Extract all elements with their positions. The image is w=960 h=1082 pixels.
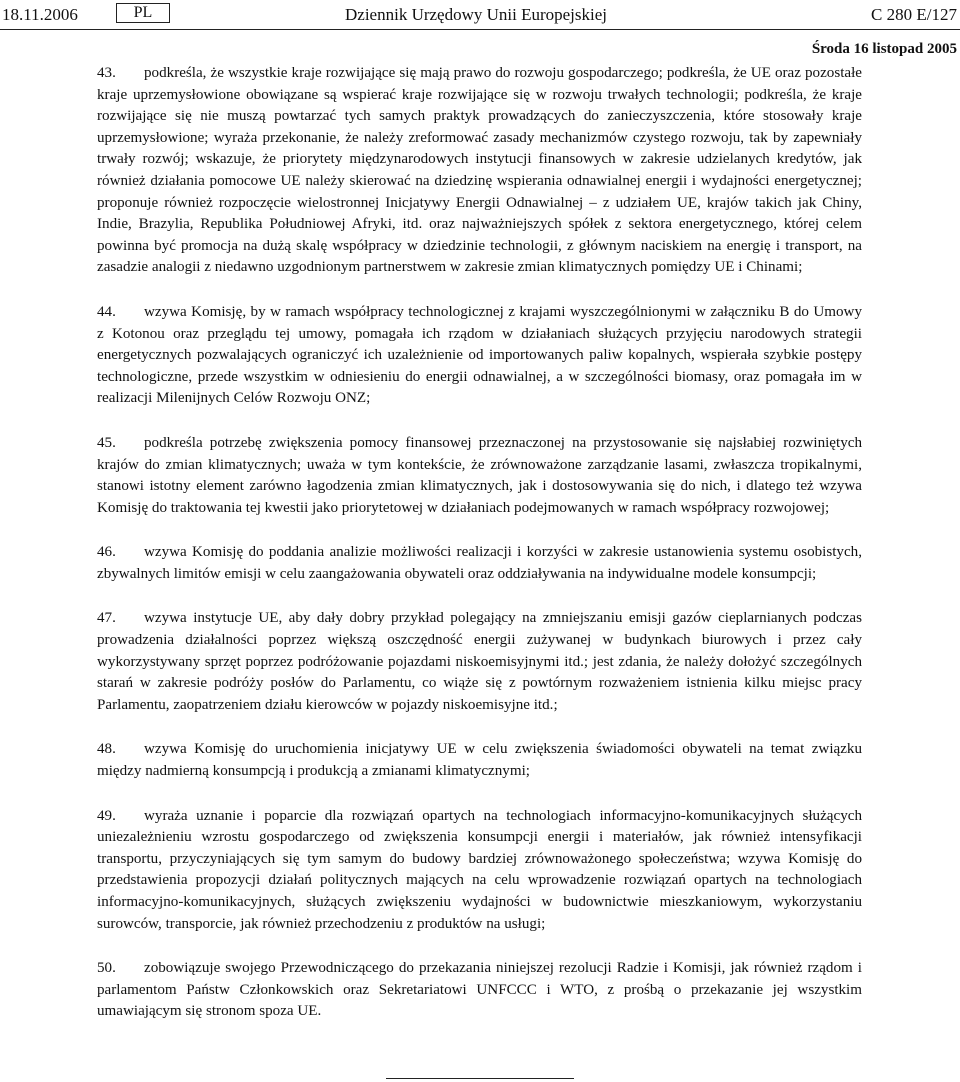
paragraph-number: 44. [97, 303, 116, 320]
paragraph-46 [97, 542, 862, 585]
paragraph-43 [97, 63, 862, 279]
paragraph-text: wzywa Komisję do uruchomienia inicjatywy UE w celu zwiększenia świadomości obywateli na temat związku między nadmierną konsumpcją i produkcją a zmianami klimatycznymi; [97, 741, 862, 780]
end-divider [386, 1078, 574, 1079]
paragraph-50 [97, 958, 862, 1023]
paragraph-number: 45. [97, 434, 116, 451]
language-badge: PL [116, 3, 170, 23]
paragraph-number: 49. [97, 807, 116, 824]
paragraph-47 [97, 608, 862, 716]
header-date: 18.11.2006 [2, 5, 78, 24]
paragraph-number: 47. [97, 610, 116, 627]
journal-reference: C 280 E/127 [871, 5, 957, 24]
paragraph-text: wyraża uznanie i poparcie dla rozwiązań opartych na technologiach informacyjno-komunikacyjnych służących uniezależnieniu wzrostu gospodarczego od zwiększenia konsumpcji energii i materiałów, jak również intensyfikacji transportu, przyczyniających się tym samym do budowy bardziej zrównoważonego społeczeństwa; wzywa Komisję do przedstawienia propozycji działań politycznych mających na celu wprowadzenie rozwiązań opartych na technologiach informacyjno-komunikacyjnych, służących zwiększeniu wydajności w budownictwie mieszkaniowym, wykorzystaniu surowców, transporcie, jak również przechodzeniu z produktów na usługi; [97, 807, 862, 932]
paragraph-text: podkreśla, że wszystkie kraje rozwijające się mają prawo do rozwoju gospodarczego; podkreśla, że UE oraz pozostałe kraje uprzemysłowione obowiązane są wspierać kraje rozwijające się w rozwoju trwałych technologii; podkreśla, że kraje rozwijające się nie muszą powtarzać tych samych praktyk prowadzących do zanieczyszczenia, które stosowały kraje uprzemysłowione; wyraża przekonanie, że należy zreformować zasady mechanizmów czystego rozwoju, tak by zapewniały trwały rozwój; wskazuje, że priorytety międzynarodowych instytucji finansowych w zakresie udzielanych kredytów, jak również działania pomocowe UE należy skierować na dziedzinę wspierania odnawialnej energii i wydajności energetycznej; proponuje również rozpoczęcie wielostronnej Inicjatywy Energii Odnawialnej – z udziałem UE, krajów takich jak Chiny, Indie, Brazylia, Republika Południowej Afryki, itd. oraz najważniejszych spółek z sektora energetycznego, której celem powinna być promocja na dużą skalę współpracy w dziedzinie technologii, z głównym naciskiem na energię i transport, na zasadzie analogii z niedawno uzgodnionym partnerstwem w zakresie zmian klimatycznych pomiędzy UE i Chinami; [97, 65, 862, 276]
paragraph-44 [97, 302, 862, 410]
paragraph-number: 50. [97, 960, 116, 977]
sitting-date: Środa 16 listopad 2005 [811, 41, 957, 57]
paragraph-text: podkreśla potrzebę zwiększenia pomocy finansowej przeznaczonej na przystosowanie się najsłabiej rozwiniętych krajów do zmian klimatycznych; uważa w tym kontekście, że zrównoważone zarządzanie lasami, zwłaszcza tropikalnymi, stanowi istotny element zarówno łagodzenia zmian klimatycznych, jak i dostosowywania się do nich, i dlatego też wzywa Komisję do traktowania tej kwestii jako priorytetowej w działaniach podejmowanych w ramach współpracy rozwojowej; [97, 434, 862, 516]
document-body [97, 63, 862, 1046]
paragraph-number: 48. [97, 741, 116, 758]
paragraph-49 [97, 806, 862, 936]
paragraph-48 [97, 739, 862, 782]
paragraph-text: zobowiązuje swojego Przewodniczącego do przekazania niniejszej rezolucji Radzie i Komisji, jak również rządom i parlamentom Państw Członkowskich oraz Sekretariatowi UNFCCC i WTO, z prośbą o przekazanie jej wszystkim umawiającym się stronom spoza UE. [97, 960, 862, 1020]
paragraph-number: 43. [97, 65, 116, 81]
paragraph-number: 46. [97, 544, 116, 561]
paragraph-text: wzywa Komisję, by w ramach współpracy technologicznej z krajami wyszczególnionymi w załączniku B do Umowy z Kotonou oraz przeglądu tej umowy, pomagała ich rządom w działaniach służących przyjęciu narodowych strategii energetycznych pozwalających ograniczyć ich uzależnienie od importowanych paliw kopalnych, wspierała szybkie postępy technologiczne, przede wszystkim w odniesieniu do energii odnawialnej, a w szczególności biomasy, oraz pomagała im w realizacji Milenijnych Celów Rozwoju ONZ; [97, 303, 862, 407]
journal-title: Dziennik Urzędowy Unii Europejskiej [345, 5, 608, 24]
paragraph-text: wzywa Komisję do poddania analizie możliwości realizacji i korzyści w zakresie ustanowienia systemu osobistych, zbywalnych limitów emisji w celu zaangażowania obywateli oraz oddziaływania na indywidualne modele konsumpcji; [97, 544, 862, 582]
page-header [0, 0, 960, 30]
header-divider [0, 29, 960, 30]
paragraph-45 [97, 433, 862, 519]
paragraph-text: wzywa instytucje UE, aby dały dobry przykład polegający na zmniejszaniu emisji gazów cieplarnianych podczas prowadzenia działalności poprzez większą oszczędność energii zużywanej w budynkach biurowych i przez cały wykorzystywany sprzęt poprzez podróżowanie pojazdami niskoemisyjnymi itd.; jest zdania, że należy dołożyć szczególnych starań w zakresie podróży posłów do Parlamentu, co wiąże się z powtórnym rozważeniem istnienia kilku miejsc pracy Parlamentu, zaopatrzeniem działu kierowców w pojazdy niskoemisyjne itd.; [97, 610, 862, 713]
